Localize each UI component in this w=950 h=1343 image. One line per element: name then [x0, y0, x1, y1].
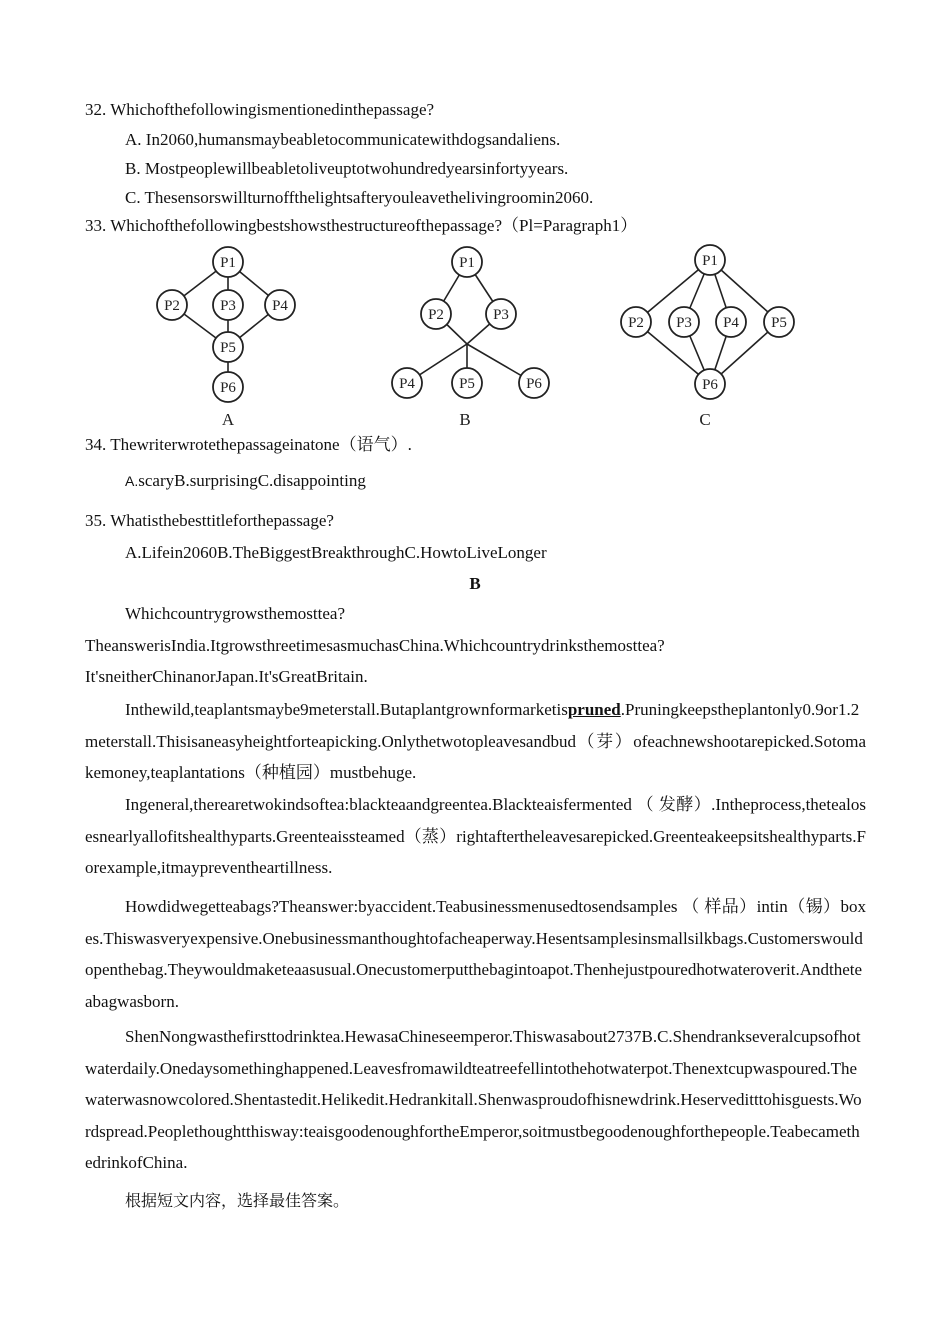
diagram-c-label-p5: P5 [771, 315, 787, 331]
section-b-heading: B [469, 574, 481, 593]
diagram-c-label-p4: P4 [723, 315, 739, 331]
q34-option-a-letter: A. [125, 473, 139, 489]
q34-options-text: scaryB.surprisingC.disappointing [138, 471, 366, 490]
instruction: 根据短文内容，选择最佳答案。 [125, 1191, 350, 1210]
q32-option-c: C. Thesensorswillturnoffthelightsafteryouleavethelivingroomin2060. [125, 188, 594, 207]
passage-paragraph-4 [85, 891, 866, 1017]
q35-options: A.Lifein2060B.TheBiggestBreakthroughC.HowtoLiveLonger [125, 543, 547, 562]
diagram-a-label-p3: P3 [220, 298, 236, 314]
diagram-c-label-p2: P2 [628, 315, 644, 331]
diagram-a-label-p2: P2 [164, 298, 180, 314]
q32-option-b: B. Mostpeoplewillbeabletoliveuptotwohundredyearsinfortyyears. [125, 159, 569, 178]
diagram-a-label-p1: P1 [220, 255, 236, 271]
q32-stem: 32. Whichofthefollowingismentionedinthepassage? [85, 100, 435, 119]
paragraph-2-after: .Pruningkeepstheplantonly0.9or1.2meterstall.Thisisaneasyheightforteapicking.Onlythetwotopleavesandbud（芽）ofeachnewshootarepicked.Sotomakemoney,teaplantations（种植园）mustbehuge. [85, 700, 866, 782]
diagram-a-caption: A [221, 410, 235, 429]
paragraph-1-line-3: It'sneitherChinanorJapan.It'sGreatBritain. [85, 667, 368, 686]
diagram-c-label-p1: P1 [702, 253, 718, 269]
paragraph-1-intro: Whichcountrygrowsthemosttea? [125, 604, 345, 623]
diagram-b-label-p5: P5 [459, 376, 475, 392]
q34-stem: 34. Thewriterwrotethepassageinatone（语气）. [85, 435, 412, 454]
passage-paragraph-5 [85, 1021, 866, 1179]
diagram-b-label-p6: P6 [526, 376, 542, 392]
diagram-a-label-p5: P5 [220, 340, 236, 356]
diagram-b-label-p3: P3 [493, 307, 509, 323]
paragraph-5-text: ShenNongwasthefirsttodrinktea.HewasaChineseemperor.Thiswasabout2737B.C.Shendrankseveralcupsofhotwaterdaily.Onedaysomethinghappened.Leavesfromawildteatreefellintothehotwaterpot.Thenextcupwaspoured.Thewaterwasnowcolored.Shentastedit.Helikedit.Hedrankitall.Shenwasproudofhisnewdrink.Heserveditttohisguests.Wordspread.Peoplethoughtthisway:teaisgoodenoughfortheEmperor,soitmustbegoodenoughforthepeople.TeabecamethedrinkofChina. [85, 1027, 862, 1172]
paragraph-1-line-2: TheanswerisIndia.ItgrowsthreetimesasmuchasChina.Whichcountrydrinksthemosttea? [85, 635, 665, 655]
q32-option-a: A. In2060,humansmaybeabletocommunicatewithdogsandaliens. [125, 130, 561, 149]
q35-stem: 35. Whatisthebesttitleforthepassage? [85, 511, 334, 530]
diagram-b-caption: B [459, 410, 471, 429]
diagram-b-label-p2: P2 [428, 307, 444, 323]
paragraph-4-text: Howdidwegetteabags?Theanswer:byaccident.Teabusinessmenusedtosendsamples （ 样品）intin（锡）boxes.Thiswasveryexpensive.Onebusinessmanthoughtofacheaperway.Hesentsamplesinsmallsilkbags.Customerswouldopenthebag.Theywouldmaketeaasusual.Onecustomerputthebagintoapot.Thenhejustpouredhotwateroverit.Andtheteabagwasborn. [85, 897, 866, 1011]
passage-paragraph-2 [85, 694, 866, 789]
diagram-a-label-p4: P4 [272, 298, 288, 314]
passage-paragraph-1 [85, 598, 866, 693]
diagram-b-label-p1: P1 [459, 255, 475, 271]
diagram-b-label-p4: P4 [399, 376, 415, 392]
passage-paragraph-3 [85, 789, 866, 884]
structure-diagrams [0, 240, 950, 435]
diagram-c-label-p3: P3 [676, 315, 692, 331]
diagram-c-label-p6: P6 [702, 377, 718, 393]
paragraph-2-before: Inthewild,teaplantsmaybe9meterstall.Butaplantgrownformarketis [125, 700, 568, 719]
paragraph-3-text: Ingeneral,therearetwokindsoftea:blackteaandgreentea.Blackteaisfermented （ 发酵）.Intheprocess,thetealosesnearlyallofitshealthyparts.Greenteaissteamed（蒸）rightaftertheleavesarepicked.Greenteakeepsitshealthyparts.Forexample,itmaypreventheartillness. [85, 795, 866, 877]
diagram-a-label-p6: P6 [220, 380, 236, 396]
q34-options [125, 470, 366, 492]
pruned-keyword: pruned [567, 700, 621, 719]
diagram-c-caption: C [699, 410, 711, 429]
q33-stem: 33. Whichofthefollowingbestshowsthestructureofthepassage?（Pl=Paragraph1） [85, 216, 638, 235]
